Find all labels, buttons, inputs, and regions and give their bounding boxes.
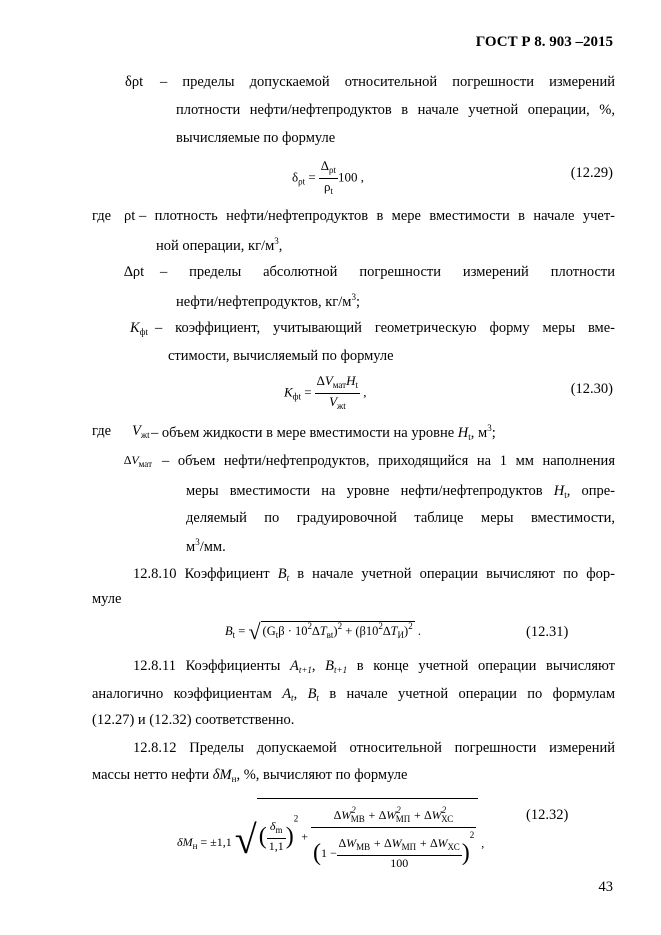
def-V-symbol: $V_{жt}$ <box>132 423 150 440</box>
def-rho-line1: – плотность нефти/нефтепродуктов в мере вместимости в начале учет- <box>139 208 615 224</box>
def-Drho-symbol: ∆ρt <box>124 264 145 280</box>
page-number: 43 <box>598 879 613 895</box>
standard-header: ГОСТ Р 8. 903 –2015 <box>475 34 613 50</box>
para-12-8-10-line1: 12.8.10 Коэффициент $B_t$ в начале учетной операции вычисляют по фор- <box>133 566 616 583</box>
formula-12-29-number: (12.29) <box>570 165 613 181</box>
def-DV-line4: $м^3/мм$. <box>186 537 226 555</box>
formula-12-32: $\delta M_н = \pm 1,1$ √( $\frac{\delta_m}{1,1}$ )$^2$ + $\Delta W^2_{МВ} + \Delta W^2_{МП} + \Delta W^2_{ХС}$ (1 − $\frac{\Delta W_{МВ} + \Delta W_{МП} + \Delta W_{ХС}}{100}$ )$^2$ , <box>177 790 484 871</box>
where-label-1: где <box>92 208 112 224</box>
def-K-line2: стимости, вычисляемый по формуле <box>168 348 394 364</box>
def-DV-line1: – объем нефти/нефтепродуктов, приходящийся на 1 мм наполнения <box>162 453 615 469</box>
def-K-line1: – коэффициент, учитывающий геометрическую форму меры вме- <box>155 320 615 336</box>
def-Drho-line1: – пределы абсолютной погрешности измерений плотности <box>160 264 615 280</box>
def-DV-line3: деляемый по градуировочной таблице меры вместимости, <box>186 510 615 526</box>
formula-12-29: $\delta_{\rho t}$ = $\frac{\Delta_{\rho t}}{\rho_t}$ 100 , <box>292 158 364 196</box>
def-K-symbol: $K_{фt}$ <box>130 320 149 337</box>
para-12-8-12-line2: массы нетто нефти $\delta M_н$, %, вычисляют по формуле <box>92 767 408 784</box>
para-12-8-11-line2: аналогично коэффициентам $A_t$, $B_t$ в начале учетной операции по формулам <box>92 686 615 703</box>
where-label-2: где <box>92 423 112 439</box>
def-rho-symbol: ρt <box>124 208 136 224</box>
para-12-8-11-line1: 12.8.11 Коэффициенты $A_{t+1}$, $B_{t+1}$ в конце учетной операции вычисляют <box>133 658 616 675</box>
formula-12-31: $B_t$ = √ $(G_t\beta \cdot 10^2\Delta T_{вt})^2 + (\beta 10^2\Delta T_И)^2$ . <box>225 619 421 644</box>
def-DV-line2: меры вместимости на уровне нефти/нефтепродуктов $H_t$, опре- <box>186 483 616 500</box>
def-rho-line2: ной операции, $кг/м^3$, <box>156 236 283 254</box>
def-delta-rho-line2: плотности нефти/нефтепродуктов в начале учетной операции, %, <box>176 102 615 118</box>
formula-12-30: $K_{фt}$ = $\frac{\Delta V_{мат}H_t}{V_{жt}}$ , <box>284 373 367 411</box>
para-12-8-12-line1: 12.8.12 Пределы допускаемой относительной погрешности измерений <box>133 740 615 756</box>
def-Drho-line2: нефти/нефтепродуктов, $кг/м^3$; <box>176 292 360 310</box>
def-DV-symbol: $\Delta V_{мат}$ <box>124 453 153 469</box>
def-delta-rho-symbol: δρt <box>125 74 144 90</box>
def-delta-rho-line1: – пределы допускаемой относительной погрешности измерений <box>160 74 615 90</box>
para-12-8-10-line2: муле <box>92 591 122 607</box>
formula-12-32-number: (12.32) <box>526 807 569 823</box>
formula-12-30-number: (12.30) <box>570 381 613 397</box>
formula-12-31-number: (12.31) <box>526 624 569 640</box>
def-V-line1: – объем жидкости в мере вместимости на уровне $H_t$, $м^3$; <box>151 423 496 442</box>
def-delta-rho-line3: вычисляемые по формуле <box>176 130 336 146</box>
para-12-8-11-line3: (12.27) и (12.32) соответственно. <box>92 712 295 728</box>
